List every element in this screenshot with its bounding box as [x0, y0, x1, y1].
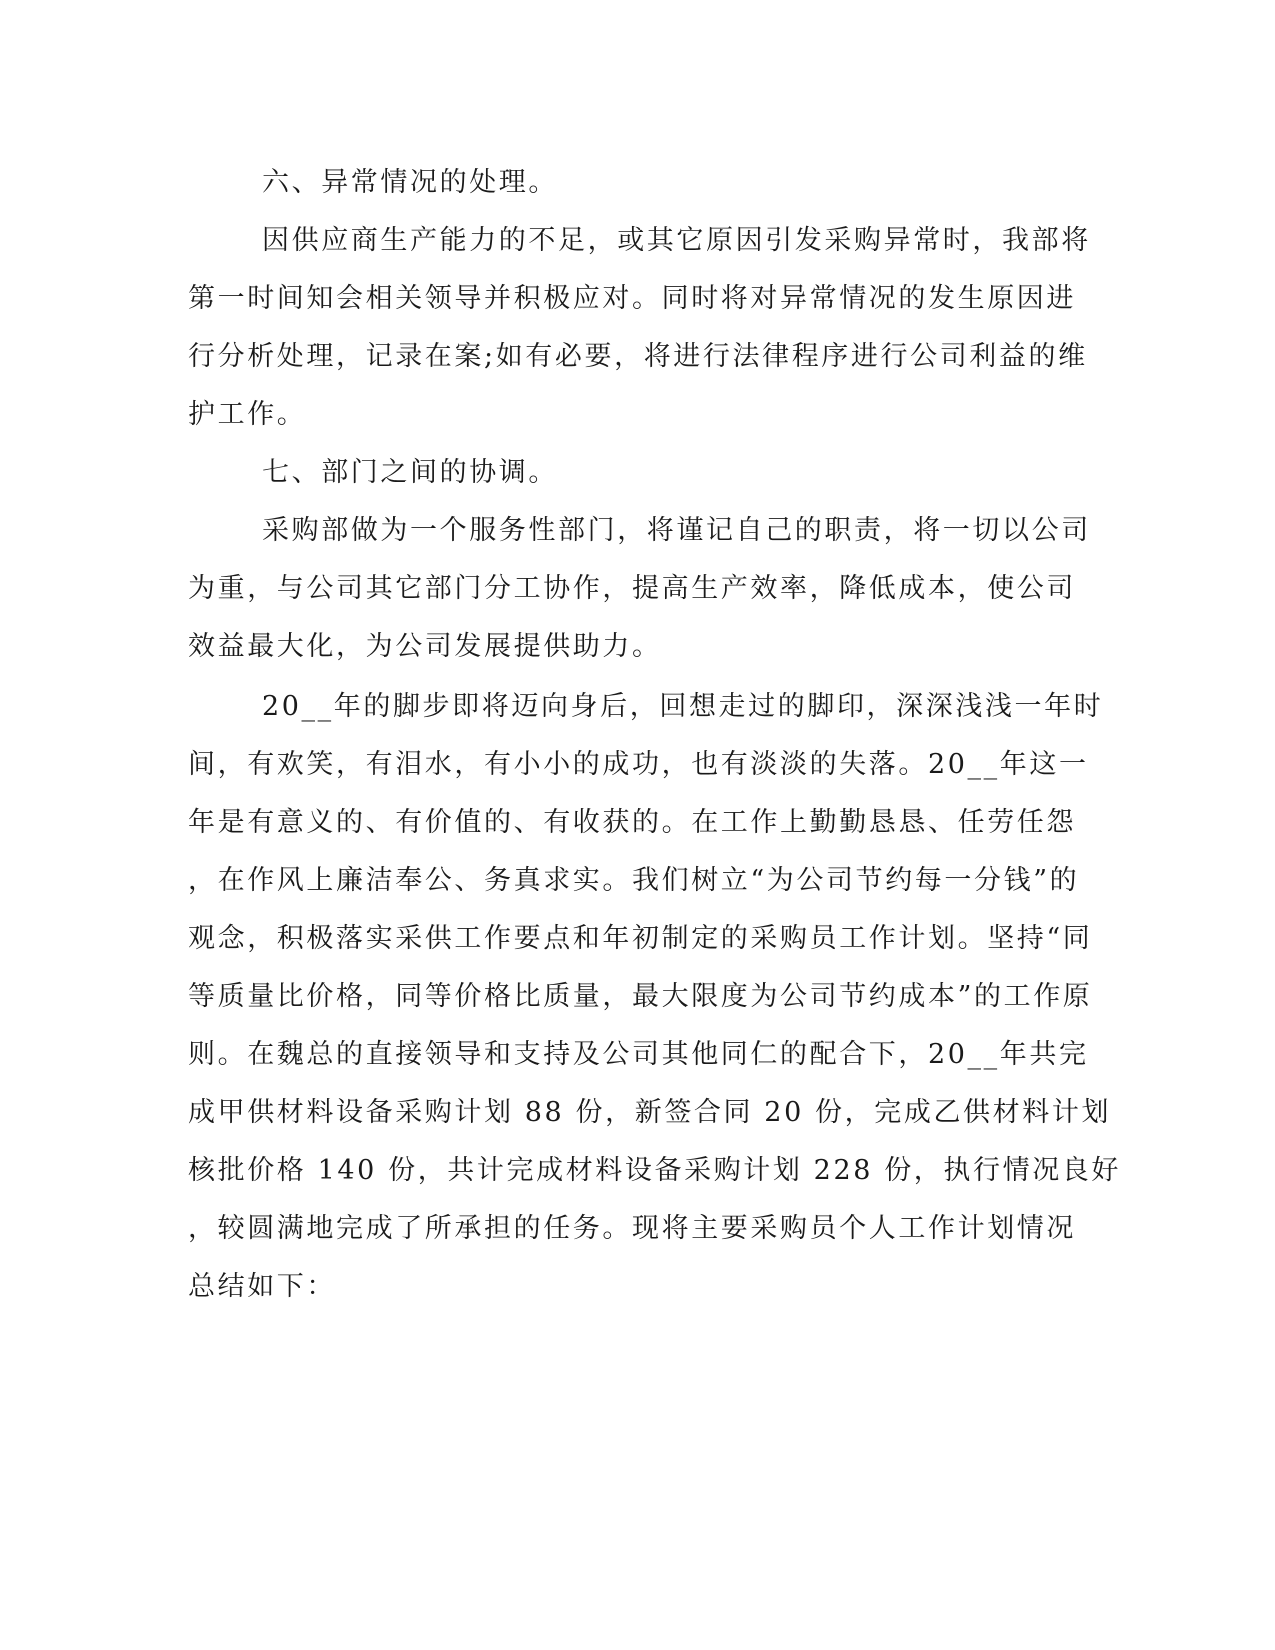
paragraph-line: 等质量比价格，同等价格比质量，最大限度为公司节约成本”的工作原	[188, 981, 1093, 1012]
paragraph-line: 行分析处理，记录在案;如有必要，将进行法律程序进行公司利益的维	[188, 341, 1088, 372]
paragraph-line: 为重，与公司其它部门分工协作，提高生产效率，降低成本，使公司	[188, 573, 1076, 604]
section-heading-6: 六、异常情况的处理。	[262, 167, 558, 198]
paragraph-line: 则。在魏总的直接领导和支持及公司其他同仁的配合下，20__年共完	[188, 1039, 1089, 1070]
paragraph-line: 第一时间知会相关领导并积极应对。同时将对异常情况的发生原因进	[188, 283, 1076, 314]
paragraph-line: 观念，积极落实采供工作要点和年初制定的采购员工作计划。坚持“同	[188, 923, 1093, 954]
paragraph-line: 采购部做为一个服务性部门，将谨记自己的职责，将一切以公司	[262, 515, 1091, 546]
paragraph-line: ，在作风上廉洁奉公、务真求实。我们树立“为公司节约每一分钱”的	[188, 865, 1080, 896]
paragraph-line: 20__年的脚步即将迈向身后，回想走过的脚印，深深浅浅一年时	[262, 691, 1104, 722]
paragraph-line: 年是有意义的、有价值的、有收获的。在工作上勤勤恳恳、任劳任怨	[188, 807, 1076, 838]
paragraph-line: 成甲供材料设备采购计划 88 份，新签合同 20 份，完成乙供材料计划	[188, 1097, 1112, 1128]
paragraph-line: 核批价格 140 份，共计完成材料设备采购计划 228 份，执行情况良好	[188, 1155, 1121, 1186]
paragraph-line: 因供应商生产能力的不足，或其它原因引发采购异常时，我部将	[262, 225, 1091, 256]
paragraph-line: 效益最大化，为公司发展提供助力。	[188, 631, 662, 662]
paragraph-line: ，较圆满地完成了所承担的任务。现将主要采购员个人工作计划情况	[188, 1213, 1076, 1244]
section-heading-7: 七、部门之间的协调。	[262, 457, 558, 488]
paragraph-line: 护工作。	[188, 399, 307, 430]
paragraph-line: 间，有欢笑，有泪水，有小小的成功，也有淡淡的失落。20__年这一	[188, 749, 1089, 780]
paragraph-line: 总结如下：	[188, 1271, 336, 1302]
